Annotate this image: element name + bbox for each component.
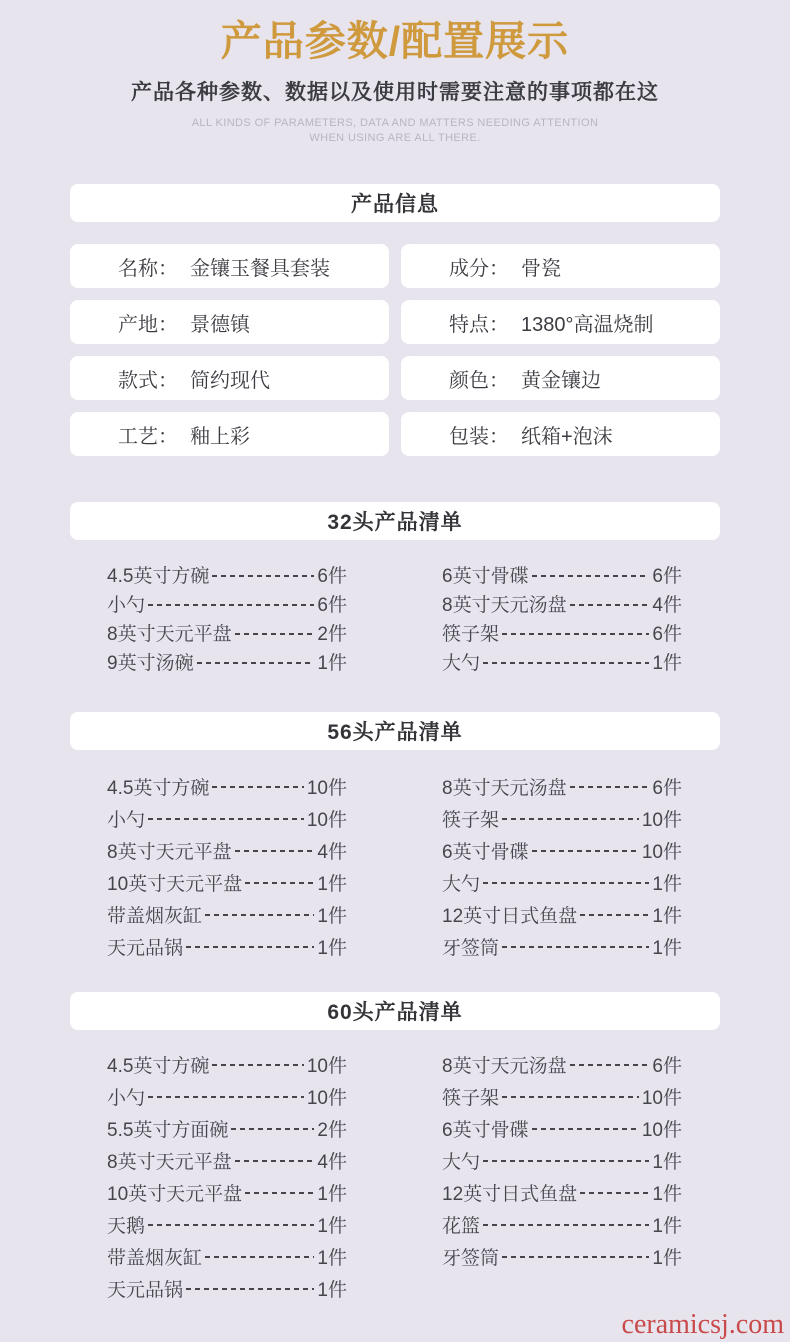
list-item [442, 1144, 682, 1176]
item-qty: 1件 [652, 1215, 682, 1237]
item-name: 花篮 [442, 1215, 481, 1237]
list-header-56: 56头产品清单 [70, 712, 720, 750]
list-item [107, 647, 347, 676]
item-qty: 6件 [317, 595, 347, 616]
dash-leader [580, 914, 649, 916]
item-qty: 1件 [652, 937, 682, 959]
item-name: 8英寸天元平盘 [107, 624, 232, 645]
dash-leader [212, 786, 303, 788]
info-label: 款式： [118, 369, 178, 392]
dash-leader [148, 1224, 314, 1226]
item-qty: 10件 [306, 809, 347, 831]
info-value: 纸箱+泡沫 [521, 425, 613, 448]
list-item [107, 834, 347, 866]
list-item [107, 930, 347, 962]
item-qty: 10件 [641, 1087, 682, 1109]
item-name: 天元品锅 [107, 1279, 184, 1301]
dash-leader [148, 818, 304, 820]
dash-leader [580, 1192, 649, 1194]
dash-leader [483, 662, 649, 664]
info-value: 简约现代 [190, 369, 270, 392]
item-name: 8英寸天元汤盘 [442, 595, 567, 616]
item-qty: 2件 [317, 624, 347, 645]
list-item [442, 1240, 682, 1272]
dash-leader [532, 1128, 639, 1130]
item-name: 6英寸骨碟 [442, 566, 529, 587]
info-card [70, 300, 389, 344]
item-name: 筷子架 [442, 624, 500, 645]
list-item [442, 1208, 682, 1240]
list-item [442, 898, 682, 930]
item-name: 天鹅 [107, 1215, 146, 1237]
list-item [442, 866, 682, 898]
list-item [107, 560, 347, 589]
info-label: 颜色： [449, 369, 509, 392]
list-section-60 [70, 992, 720, 1304]
info-card [70, 244, 389, 288]
item-name: 4.5英寸方碗 [107, 1055, 210, 1077]
list-columns-60 [70, 1048, 720, 1304]
page-subtitle-en [70, 116, 720, 146]
item-qty: 10件 [306, 777, 347, 799]
list-column-left [107, 770, 347, 962]
item-qty: 4件 [317, 1151, 347, 1173]
dash-leader [205, 914, 314, 916]
item-name: 带盖烟灰缸 [107, 905, 203, 927]
dash-leader [245, 1192, 314, 1194]
list-column-right [442, 560, 682, 676]
item-qty: 10件 [641, 809, 682, 831]
dash-leader [186, 1288, 314, 1290]
list-item [107, 1112, 347, 1144]
item-name: 12英寸日式鱼盘 [442, 905, 578, 927]
item-qty: 1件 [652, 873, 682, 895]
product-parameters-page [70, 0, 720, 1304]
item-name: 12英寸日式鱼盘 [442, 1183, 578, 1205]
item-name: 小勺 [107, 595, 146, 616]
list-item [107, 1144, 347, 1176]
list-item [107, 1176, 347, 1208]
list-item [107, 866, 347, 898]
list-item [107, 1240, 347, 1272]
item-name: 带盖烟灰缸 [107, 1247, 203, 1269]
list-column-left [107, 560, 347, 676]
list-item [442, 618, 682, 647]
item-qty: 1件 [652, 1247, 682, 1269]
list-item [442, 930, 682, 962]
list-column-left [107, 1048, 347, 1304]
dash-leader [502, 1256, 649, 1258]
dash-leader [148, 604, 314, 606]
item-name: 4.5英寸方碗 [107, 566, 210, 587]
dash-leader [570, 1064, 650, 1066]
info-card [70, 356, 389, 400]
item-name: 8英寸天元平盘 [107, 1151, 232, 1173]
info-value: 骨瓷 [521, 257, 561, 280]
item-qty: 1件 [652, 653, 682, 674]
list-item [107, 1080, 347, 1112]
list-section-32 [70, 502, 720, 676]
list-item [442, 834, 682, 866]
item-qty: 10件 [306, 1087, 347, 1109]
item-name: 天元品锅 [107, 937, 184, 959]
item-name: 小勺 [107, 1087, 146, 1109]
list-item [442, 1080, 682, 1112]
item-qty: 1件 [652, 905, 682, 927]
item-name: 5.5英寸方面碗 [107, 1119, 229, 1141]
item-qty: 1件 [317, 1279, 347, 1301]
dash-leader [570, 604, 650, 606]
list-item [107, 1048, 347, 1080]
item-qty: 6件 [652, 566, 682, 587]
info-label: 成分： [449, 257, 509, 280]
list-columns-56 [70, 770, 720, 962]
list-column-right [442, 770, 682, 962]
item-name: 小勺 [107, 809, 146, 831]
info-card [401, 356, 720, 400]
dash-leader [502, 633, 649, 635]
product-info-grid [70, 244, 720, 456]
item-name: 8英寸天元平盘 [107, 841, 232, 863]
info-card [401, 412, 720, 456]
product-info-header: 产品信息 [70, 184, 720, 222]
dash-leader [212, 575, 314, 577]
watermark: ceramicsj.com [621, 1309, 784, 1340]
list-item [107, 1272, 347, 1304]
item-qty: 6件 [317, 566, 347, 587]
list-item [107, 898, 347, 930]
product-info-section [70, 184, 720, 456]
item-name: 10英寸天元平盘 [107, 1183, 243, 1205]
dash-leader [235, 1160, 315, 1162]
page-subtitle: 产品各种参数、数据以及使用时需要注意的事项都在这 [131, 81, 659, 104]
dash-leader [205, 1256, 314, 1258]
item-qty: 4件 [317, 841, 347, 863]
dash-leader [570, 786, 650, 788]
item-name: 4.5英寸方碗 [107, 777, 210, 799]
item-name: 大勺 [442, 653, 481, 674]
item-name: 6英寸骨碟 [442, 841, 529, 863]
dash-leader [235, 850, 315, 852]
dash-leader [186, 946, 314, 948]
info-label: 特点： [449, 313, 509, 336]
item-name: 6英寸骨碟 [442, 1119, 529, 1141]
info-value: 景德镇 [190, 313, 250, 336]
dash-leader [483, 1160, 649, 1162]
dash-leader [245, 882, 314, 884]
item-name: 8英寸天元汤盘 [442, 777, 567, 799]
dash-leader [212, 1064, 303, 1066]
info-card [401, 244, 720, 288]
list-header-60: 60头产品清单 [70, 992, 720, 1030]
item-qty: 1件 [652, 1183, 682, 1205]
item-qty: 10件 [641, 1119, 682, 1141]
list-section-56 [70, 712, 720, 962]
item-qty: 6件 [652, 1055, 682, 1077]
item-name: 大勺 [442, 873, 481, 895]
list-item [442, 589, 682, 618]
list-item [442, 1048, 682, 1080]
info-card [401, 300, 720, 344]
item-qty: 1件 [317, 1183, 347, 1205]
item-qty: 1件 [317, 905, 347, 927]
page-header [70, 0, 720, 146]
dash-leader [483, 882, 649, 884]
list-header-32: 32头产品清单 [70, 502, 720, 540]
item-qty: 1件 [317, 1247, 347, 1269]
list-item [442, 802, 682, 834]
list-column-right [442, 1048, 682, 1304]
info-label: 名称： [118, 257, 178, 280]
list-item [107, 1208, 347, 1240]
item-qty: 6件 [652, 624, 682, 645]
list-item [442, 770, 682, 802]
dash-leader [532, 850, 639, 852]
item-name: 筷子架 [442, 1087, 500, 1109]
info-label: 工艺： [118, 425, 178, 448]
list-item [442, 1176, 682, 1208]
info-value: 1380°高温烧制 [521, 313, 654, 336]
page-subtitle-en-line1: ALL KINDS OF PARAMETERS, DATA AND MATTERS NEEDING ATTENTION [191, 117, 599, 129]
info-value: 金镶玉餐具套装 [190, 257, 330, 280]
dash-leader [532, 575, 650, 577]
item-qty: 4件 [652, 595, 682, 616]
item-name: 牙签筒 [442, 937, 500, 959]
info-value: 黄金镶边 [521, 369, 601, 392]
item-name: 牙签筒 [442, 1247, 500, 1269]
dash-leader [483, 1224, 649, 1226]
item-qty: 1件 [317, 873, 347, 895]
dash-leader [235, 633, 315, 635]
dash-leader [502, 818, 639, 820]
page-title: 产品参数/配置展示 [220, 18, 570, 64]
list-item [442, 560, 682, 589]
list-item [107, 618, 347, 647]
item-qty: 1件 [317, 653, 347, 674]
list-item [107, 802, 347, 834]
item-name: 9英寸汤碗 [107, 653, 194, 674]
dash-leader [502, 946, 649, 948]
item-qty: 6件 [652, 777, 682, 799]
info-label: 包装： [449, 425, 509, 448]
item-name: 大勺 [442, 1151, 481, 1173]
list-item [107, 770, 347, 802]
item-qty: 10件 [641, 841, 682, 863]
item-qty: 10件 [306, 1055, 347, 1077]
dash-leader [502, 1096, 639, 1098]
list-item [107, 589, 347, 618]
dash-leader [231, 1128, 314, 1130]
item-qty: 2件 [317, 1119, 347, 1141]
item-qty: 1件 [317, 1215, 347, 1237]
list-columns-32 [70, 560, 720, 676]
item-qty: 1件 [652, 1151, 682, 1173]
list-item [442, 647, 682, 676]
item-qty: 1件 [317, 937, 347, 959]
dash-leader [197, 662, 315, 664]
list-item [442, 1112, 682, 1144]
item-name: 筷子架 [442, 809, 500, 831]
info-value: 釉上彩 [190, 425, 250, 448]
dash-leader [148, 1096, 304, 1098]
info-card [70, 412, 389, 456]
info-label: 产地： [118, 313, 178, 336]
item-name: 8英寸天元汤盘 [442, 1055, 567, 1077]
item-name: 10英寸天元平盘 [107, 873, 243, 895]
page-subtitle-en-line2: WHEN USING ARE ALL THERE. [309, 132, 481, 144]
